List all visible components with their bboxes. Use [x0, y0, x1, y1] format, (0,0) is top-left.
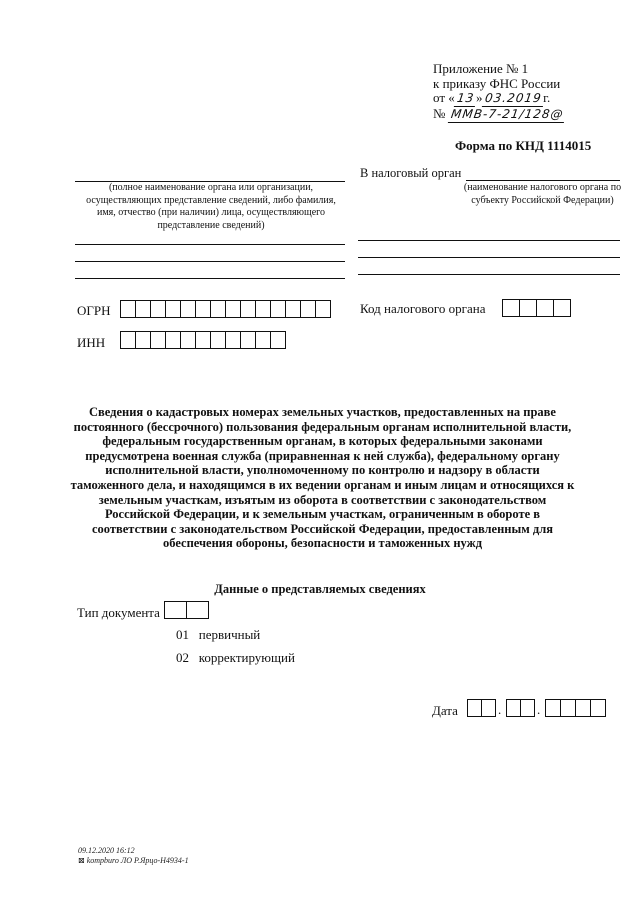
order-day: 13 — [454, 91, 477, 107]
ogrn-cells[interactable] — [120, 300, 331, 318]
form-code: Форма по КНД 1114015 — [455, 138, 592, 153]
date-separator-2: . — [537, 702, 541, 717]
ogrn-label: ОГРН — [77, 303, 111, 318]
order-month-year: 03.2019 — [481, 91, 544, 107]
date-day-cells[interactable] — [467, 699, 496, 717]
option-primary: 01 первичный — [176, 627, 261, 642]
tax-authority-caption: (наименование налогового органа по субъекту Российской Федерации) — [463, 182, 622, 206]
organ-line-3[interactable] — [75, 278, 345, 279]
appendix-number: № ММВ-7-21/128@ — [433, 105, 565, 121]
tax-authority-label: В налоговый орган — [360, 166, 462, 180]
doc-type-label: Тип документа — [77, 605, 160, 620]
date-label: Дата — [432, 703, 458, 718]
appendix-date: от «13»03.2019г. — [433, 90, 551, 105]
tax-line-2[interactable] — [358, 257, 620, 258]
tax-line-3[interactable] — [358, 274, 620, 275]
doc-type-cells[interactable] — [164, 601, 209, 619]
appendix-order: к приказу ФНС России — [433, 75, 561, 91]
option-corrective: 02 корректирующий — [176, 650, 295, 665]
tax-line-1[interactable] — [358, 240, 620, 241]
tax-code-label: Код налогового органа — [360, 301, 486, 316]
organ-caption: (полное наименование органа или организации, осуществляющих представление сведений, либо фамилия, имя, отчество (при наличии) лица, осуществляющего представление сведений) — [86, 182, 336, 231]
footer-source: ⊠ kompburo ЛО Р.Ярцо-Н4934-1 — [78, 856, 189, 865]
organ-line-2[interactable] — [75, 261, 345, 262]
organ-line-1[interactable] — [75, 244, 345, 245]
document-heading: Сведения о кадастровых номерах земельных участков, предоставленных на праве постоянного (бессрочного) пользования федеральным органам исполнительной власти, федеральным государственным органам, в которых федеральными законами предусмотрена военная служба (приравненная к ней служба), федеральному органу исполнительной власти, уполномоченному по контролю и надзору в области таможенного дела, и находящимся в их ведении органам и иным лицам и относящихся к земельным участкам, изъятым из оборота в соответствии с законодательством Российской Федерации, и к земельным участкам, ограниченным в обороте в соответствии с законодательством Российской Федерации, предоставленным для обеспечения обороны, безопасности и таможенных нужд — [70, 405, 575, 551]
date-month-cells[interactable] — [506, 699, 535, 717]
appendix-block — [433, 62, 565, 122]
data-section-title: Данные о представляемых сведениях — [214, 582, 426, 596]
order-number: ММВ-7-21/128@ — [448, 107, 567, 123]
footer — [78, 846, 189, 866]
tax-authority-line — [466, 180, 620, 181]
tax-code-cells[interactable] — [502, 299, 571, 317]
footer-timestamp: 09.12.2020 16:12 — [78, 846, 135, 855]
date-year-cells[interactable] — [545, 699, 606, 717]
date-separator-1: . — [498, 702, 502, 717]
inn-cells[interactable] — [120, 331, 286, 349]
appendix-title: Приложение № 1 — [433, 61, 529, 76]
footer-icon: ⊠ — [78, 856, 85, 865]
inn-label: ИНН — [77, 335, 106, 350]
